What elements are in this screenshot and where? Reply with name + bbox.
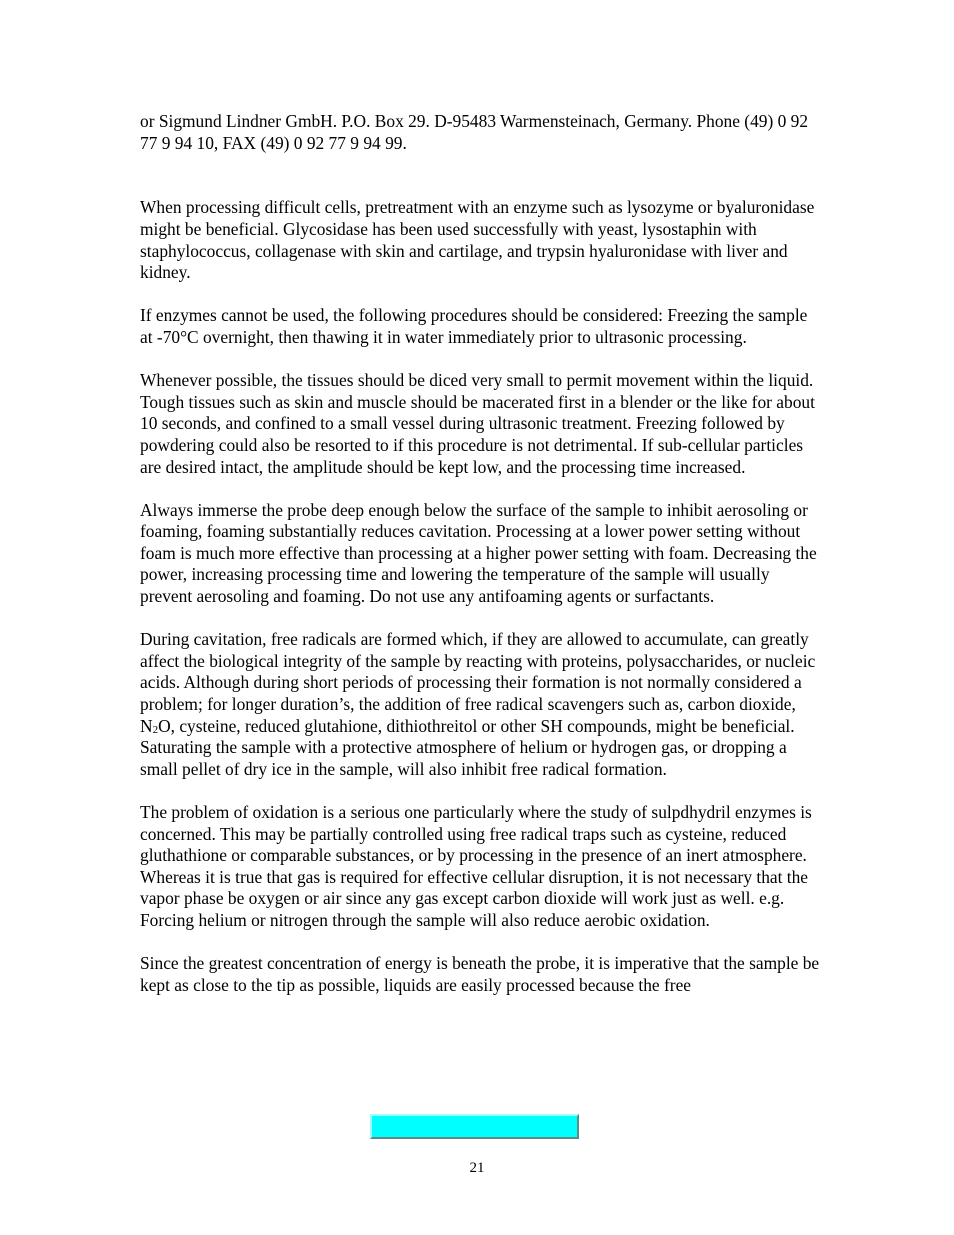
paragraph-freezing-procedure: If enzymes cannot be used, the following procedures should be considered: Freezing the sample at -70°C overnight, then thawing it in water immediately prior to ultrasonic processing. [140,305,808,347]
paragraph-enzyme-pretreatment: When processing difficult cells, pretreatment with an enzyme such as lysozyme or byaluronidase might be beneficial. Glycosidase has been used successfully with yeast, lysostaphin with staphylococcus, collagenase with skin and cartilage, and trypsin hyaluronidase with liver and kidney. [140,197,815,283]
document-body [140,111,820,996]
paragraph-free-radicals [140,629,820,780]
paragraph-free-radicals-part2: O, cysteine, reduced glutahione, dithiothreitol or other SH compounds, might be beneficial. Saturating the sample with a protective atmosphere of helium or hydrogen gas, or dropping a small pellet of dry ice in the sample, will also inhibit free radical formation. [140,715,795,779]
navigation-button[interactable] [370,1114,579,1139]
paragraph-energy-concentration: Since the greatest concentration of energy is beneath the probe, it is imperative that the sample be kept as close to the tip as possible, liquids are easily processed because the free [140,953,820,995]
paragraph-probe-immersion: Always immerse the probe deep enough below the surface of the sample to inhibit aerosoling or foaming, foaming substantially reduces cavitation. Processing at a lower power setting without foam is much more effective than processing at a higher power setting with foam. Decreasing the power, increasing processing time and lowering the temperature of the sample will usually prevent aerosoling and foaming. Do not use any antifoaming agents or surfactants. [140,499,817,607]
paragraph-supplier-address: or Sigmund Lindner GmbH. P.O. Box 29. D-95483 Warmensteinach, Germany. Phone (49) 0 92 77 9 94 10, FAX (49) 0 92 77 9 94 99. [140,111,809,153]
paragraph-free-radicals-part1: During cavitation, free radicals are formed which, if they are allowed to accumulate, can greatly affect the biological integrity of the sample by reacting with proteins, polysaccharides, or nucleic acids. Although during short periods of processing their formation is not normally considered a problem; for longer duration’s, the addition of free radical scavengers such as, carbon dioxide, N [140,629,816,736]
subscript-two: 2 [152,723,159,736]
paragraph-tissue-dicing: Whenever possible, the tissues should be diced very small to permit movement within the liquid. Tough tissues such as skin and muscle should be macerated first in a blender or the like for about 10 seconds, and confined to a small vessel during ultrasonic treatment. Freezing followed by powdering could also be resorted to if this procedure is not detrimental. If sub-cellular particles are desired intact, the amplitude should be kept low, and the processing time increased. [140,370,815,477]
page-number: 21 [469,1160,485,1176]
paragraph-oxidation: The problem of oxidation is a serious one particularly where the study of sulpdhydril enzymes is concerned. This may be partially controlled using free radical traps such as cysteine, reduced gluthathione or comparable substances, or by processing in the presence of an inert atmosphere. Whereas it is true that gas is required for effective cellular disruption, it is not necessary that the vapor phase be oxygen or air since any gas except carbon dioxide will work just as well. e.g. Forcing helium or nitrogen through the sample will also reduce aerobic oxidation. [140,802,812,930]
